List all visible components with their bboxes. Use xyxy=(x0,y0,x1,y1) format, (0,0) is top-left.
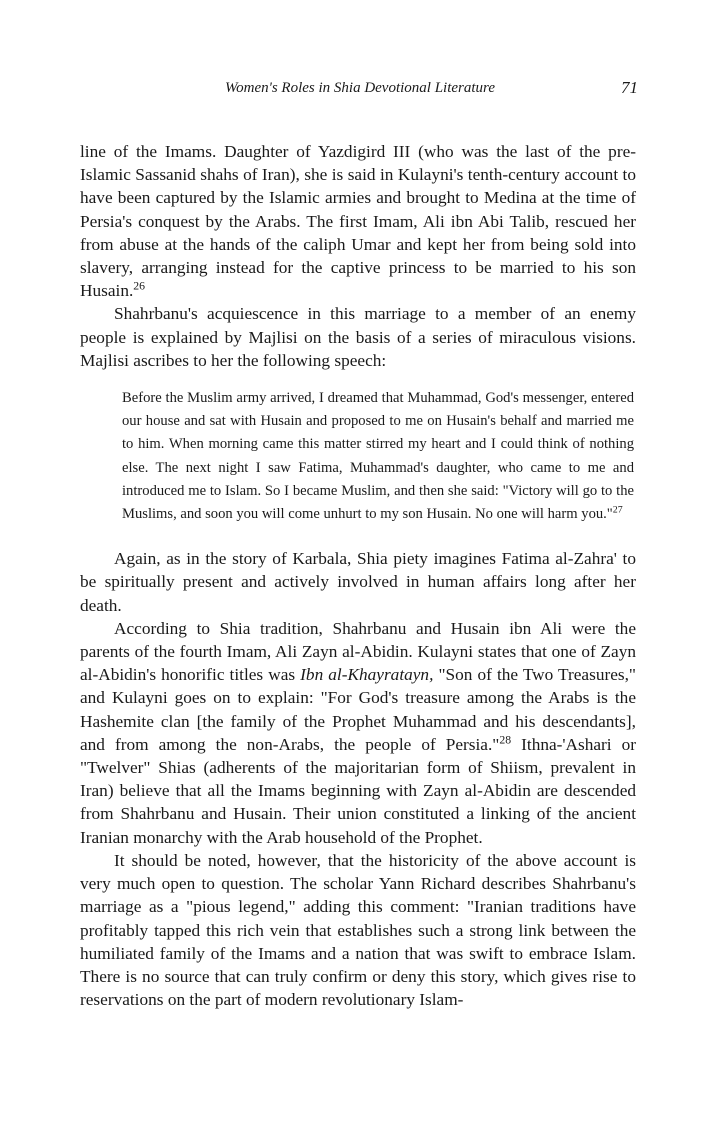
paragraph-1-text: line of the Imams. Daughter of Yazdigird III (who was the last of the pre-Islamic Sassanid shahs of Iran), she is said in Kulayni's tenth-century account to have been captured by the Islamic armies and brought to Medina at the time of Persia's conquest by the Arabs. The first Imam, Ali ibn Abi Talib, rescued her from abuse at the hands of the caliph Umar and kept her from being sold into slavery, arranging instead for the captive princess to be married to his son Husain. xyxy=(80,142,636,301)
block-quote xyxy=(122,387,634,526)
paragraph-3 xyxy=(80,547,636,617)
running-head: Women's Roles in Shia Devotional Literature xyxy=(225,80,495,96)
paragraph-4 xyxy=(80,617,636,849)
paragraph-2 xyxy=(80,302,636,372)
paragraph-4-italic-title: Ibn al-Khayratayn, xyxy=(300,665,434,685)
footnote-ref-26[interactable]: 26 xyxy=(133,279,146,293)
quote-body: Before the Muslim army arrived, I dreamed that Muhammad, God's messenger, entered our house and sat with Husain and proposed to me on Husain's behalf and married me to him. When morning came this matter stirred my heart and I could think of nothing else. The next night I saw Fatima, Muhammad's daughter, who came to me and introduced me to Islam. So I became Muslim, and then she said: "Victory will go to the Muslims, and soon you will come unhurt to my son Husain. No one will harm you." xyxy=(122,390,634,523)
paragraph-1 xyxy=(80,140,636,302)
page-number: 71 xyxy=(621,78,638,97)
paragraph-5-text: It should be noted, however, that the historicity of the above account is very much open to question. The scholar Yann Richard describes Shahrbanu's marriage as a "pious legend," adding this comment: "Iranian traditions have profitably tapped this rich vein that establishes such a strong link between the humiliated family of the Imams and a nation that was swift to embrace Islam. There is no source that can truly confirm or deny this story, which gives rise to reservations on the part of modern revolutionary Islam- xyxy=(80,850,636,1010)
page-header xyxy=(80,80,640,104)
paragraph-5 xyxy=(80,849,636,1011)
quote-text xyxy=(122,387,634,526)
footnote-ref-27[interactable]: 27 xyxy=(612,504,623,516)
paragraph-4-part2: "Son of the Two Treasures," and Kulayni goes on to explain: "For God's treasure among the Arabs is the Hashemite clan [the family of the Prophet Muhammad and his descendants], and from among the non-Arabs, the people of Persia." xyxy=(80,665,636,754)
paragraph-3-text: Again, as in the story of Karbala, Shia piety imagines Fatima al-Zahra' to be spiritually present and actively involved in human affairs long after her death. xyxy=(80,549,636,615)
footnote-ref-28[interactable]: 28 xyxy=(499,733,512,747)
body-text xyxy=(80,140,636,1011)
paragraph-4-part1: According to Shia tradition, Shahrbanu and Husain ibn Ali were the parents of the fourth Imam, Ali Zayn al-Abidin. Kulayni states that one of Zayn al-Abidin's honorific titles was xyxy=(80,618,636,685)
paragraph-2-text: Shahrbanu's acquiescence in this marriage to a member of an enemy people is explained by Majlisi on the basis of a series of miraculous visions. Majlisi ascribes to her the following speech: xyxy=(80,304,636,370)
paragraph-4-part3: Ithna-'Ashari or "Twelver" Shias (adherents of the majoritarian form of Shiism, prevalent in Iran) believe that all the Imams beginning with Zayn al-Abidin are descended from Shahrbanu and Husain. Their union constituted a linking of the ancient Iranian monarchy with the Arab household of the Prophet. xyxy=(80,734,637,847)
